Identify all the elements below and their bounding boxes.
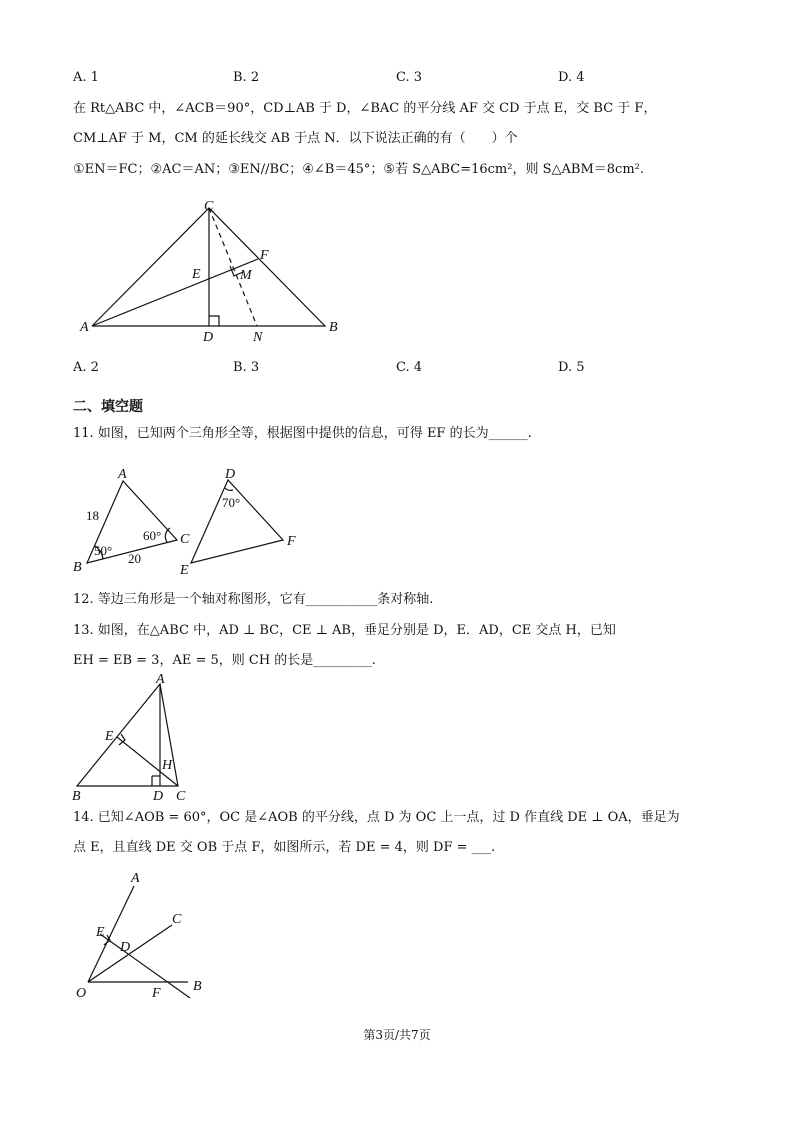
q13-line-2: EH = EB = 3，AE = 5，则 CH 的长是_________. bbox=[73, 653, 376, 668]
label-e-13: E bbox=[105, 729, 114, 744]
label-b-14: B bbox=[193, 979, 202, 994]
section-2-title: 二、填空题 bbox=[73, 399, 143, 415]
q9-option-d: D. 4 bbox=[558, 70, 585, 85]
label-c-14: C bbox=[172, 912, 182, 927]
label-a: A bbox=[80, 320, 89, 335]
label-c-11: C bbox=[180, 532, 190, 547]
q10-line-2: CM⊥AF 于 M，CM 的延长线交 AB 于点 N．以下说法正确的有（ ）个 bbox=[73, 131, 518, 146]
label-h-13: H bbox=[162, 758, 173, 773]
q11-text: 11. 如图，已知两个三角形全等，根据图中提供的信息，可得 EF 的长为______. bbox=[73, 426, 532, 441]
side-label-20: 20 bbox=[128, 551, 141, 566]
label-f: F bbox=[260, 248, 269, 263]
q10-option-c: C. 4 bbox=[396, 360, 423, 375]
label-d-14: D bbox=[120, 940, 131, 955]
page-footer: 第3页/共7页 bbox=[363, 1028, 431, 1042]
q9-option-a: A. 1 bbox=[73, 70, 99, 85]
q10-line-1: 在 Rt△ABC 中，∠ACB＝90°，CD⊥AB 于 D，∠BAC 的平分线 AF 交 CD 于点 E，交 BC 于 F， bbox=[73, 101, 657, 116]
label-b-13: B bbox=[72, 789, 81, 804]
q14-line-2: 点 E，且直线 DE 交 OB 于点 F，如图所示，若 DE = 4，则 DF = ___. bbox=[73, 840, 496, 855]
label-e: E bbox=[192, 267, 201, 282]
q9-option-c: C. 3 bbox=[396, 70, 423, 85]
angle-label-60: 60° bbox=[143, 528, 162, 543]
q9-option-b: B. 2 bbox=[233, 70, 260, 85]
q14-line-1: 14. 已知∠AOB = 60°，OC 是∠AOB 的平分线，点 D 为 OC 上一点，过 D 作直线 DE ⊥ OA，垂足为 bbox=[73, 810, 680, 825]
q10-line-3: ①EN＝FC；②AC＝AN；③EN//BC；④∠B＝45°；⑤若 S△ABC=16cm²，则 S△ABM＝8cm². bbox=[73, 162, 644, 177]
q13-line-1: 13. 如图，在△ABC 中，AD ⊥ BC，CE ⊥ AB，垂足分别是 D，E．AD，CE 交点 H，已知 bbox=[73, 623, 616, 638]
label-a-11: A bbox=[118, 467, 127, 482]
label-a-14: A bbox=[131, 871, 140, 886]
label-d: D bbox=[203, 330, 214, 345]
label-e-14: E bbox=[96, 925, 105, 940]
label-d-11: D bbox=[225, 467, 236, 482]
q10-option-d: D. 5 bbox=[558, 360, 585, 375]
label-m: M bbox=[240, 268, 252, 283]
q10-option-a: A. 2 bbox=[73, 360, 99, 375]
label-b-11: B bbox=[73, 560, 82, 575]
label-f-14: F bbox=[152, 986, 161, 1001]
ray-oa bbox=[88, 886, 134, 982]
q12-text: 12. 等边三角形是一个轴对称图形，它有___________条对称轴. bbox=[73, 592, 434, 607]
label-c-13: C bbox=[176, 789, 186, 804]
angle-label-70: 70° bbox=[222, 495, 241, 510]
label-d-13: D bbox=[153, 789, 164, 804]
label-b: B bbox=[329, 320, 338, 335]
side-label-18: 18 bbox=[86, 508, 99, 523]
label-o-14: O bbox=[76, 986, 87, 1001]
label-f-11: F bbox=[287, 534, 296, 549]
label-n: N bbox=[253, 330, 263, 345]
angle-label-50: 50° bbox=[94, 543, 113, 558]
label-c: C bbox=[204, 199, 214, 214]
label-a-13: A bbox=[156, 672, 165, 687]
label-e-11: E bbox=[180, 563, 189, 578]
q10-option-b: B. 3 bbox=[233, 360, 260, 375]
